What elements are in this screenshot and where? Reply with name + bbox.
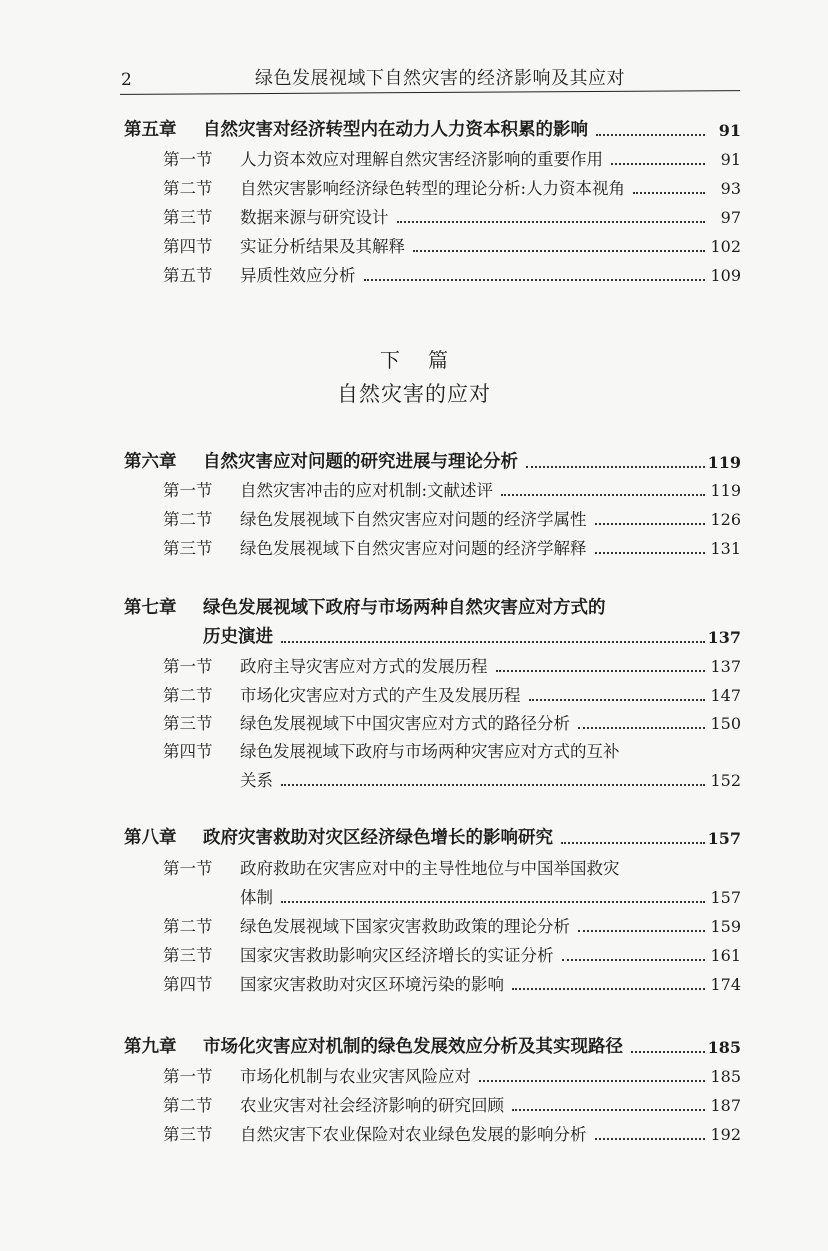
section-entry xyxy=(0,972,828,996)
section-entry xyxy=(0,1064,828,1088)
leader-dots xyxy=(281,784,705,786)
entry-label: 第三节 xyxy=(163,539,213,558)
entry-title: 市场化灾害应对方式的产生及发展历程 xyxy=(240,686,521,705)
entry-title: 政府主导灾害应对方式的发展历程 xyxy=(240,657,488,676)
section-entry xyxy=(0,507,828,531)
entry-label: 第四节 xyxy=(163,742,213,761)
leader-dots xyxy=(512,988,705,990)
chapter-entry xyxy=(0,826,828,850)
entry-page: 147 xyxy=(710,686,741,705)
entry-page: 161 xyxy=(710,946,741,965)
entry-page: 174 xyxy=(710,975,741,994)
entry-title: 自然灾害应对问题的研究进展与理论分析 xyxy=(203,452,518,472)
entry-page: 97 xyxy=(720,208,741,227)
entry-label: 第三节 xyxy=(163,1125,213,1144)
entry-title: 自然灾害影响经济绿色转型的理论分析:人力资本视角 xyxy=(240,179,626,198)
entry-label: 第九章 xyxy=(124,1037,177,1057)
entry-title: 市场化机制与农业灾害风险应对 xyxy=(240,1067,471,1086)
leader-dots xyxy=(512,1109,705,1111)
entry-page: 119 xyxy=(710,481,741,500)
chapter-entry xyxy=(0,450,828,474)
entry-page: 126 xyxy=(710,510,741,529)
entry-title: 市场化灾害应对机制的绿色发展效应分析及其实现路径 xyxy=(203,1037,623,1057)
entry-page: 150 xyxy=(710,714,741,733)
section-entry xyxy=(0,234,828,258)
leader-dots xyxy=(413,250,705,252)
section-entry xyxy=(0,711,828,735)
entry-continuation xyxy=(0,625,828,649)
entry-title: 绿色发展视域下政府与市场两种灾害应对方式的互补 xyxy=(240,742,620,761)
section-entry xyxy=(0,536,828,560)
entry-label: 第二节 xyxy=(163,510,213,529)
section-entry xyxy=(0,654,828,678)
entry-page: 152 xyxy=(710,771,741,790)
entry-title: 自然灾害冲击的应对机制:文献述评 xyxy=(240,481,494,500)
entry-continuation xyxy=(0,768,828,792)
section-entry xyxy=(0,739,828,763)
entry-page: 185 xyxy=(707,1038,741,1057)
entry-page: 137 xyxy=(710,657,741,676)
entry-page: 93 xyxy=(720,179,741,198)
entry-title: 绿色发展视域下自然灾害应对问题的经济学属性 xyxy=(240,510,587,529)
leader-dots xyxy=(529,699,705,701)
entry-page: 131 xyxy=(710,539,741,558)
entry-title: 绿色发展视域下中国灾害应对方式的路径分析 xyxy=(240,714,570,733)
entry-title: 异质性效应分析 xyxy=(240,266,356,285)
section-entry xyxy=(0,147,828,171)
leader-dots xyxy=(562,959,705,961)
entry-title-continuation: 体制 xyxy=(240,888,273,907)
section-entry xyxy=(0,205,828,229)
header-rule xyxy=(120,90,740,95)
entry-title: 政府救助在灾害应对中的主导性地位与中国举国救灾 xyxy=(240,859,620,878)
entry-title: 自然灾害对经济转型内在动力人力资本积累的影响 xyxy=(203,120,588,140)
section-entry xyxy=(0,683,828,707)
part-label: 下篇 xyxy=(380,348,476,372)
entry-title: 国家灾害救助影响灾区经济增长的实证分析 xyxy=(240,946,554,965)
entry-page: 137 xyxy=(707,628,741,647)
entry-continuation xyxy=(0,885,828,909)
entry-label: 第一节 xyxy=(163,657,213,676)
section-entry xyxy=(0,1122,828,1146)
leader-dots xyxy=(596,134,705,136)
chapter-entry xyxy=(0,596,828,620)
entry-title: 人力资本效应对理解自然灾害经济影响的重要作用 xyxy=(240,150,603,169)
entry-page: 119 xyxy=(707,453,741,472)
section-entry xyxy=(0,943,828,967)
entry-label: 第五章 xyxy=(124,120,177,140)
entry-label: 第四节 xyxy=(163,975,213,994)
entry-label: 第一节 xyxy=(163,481,213,500)
section-entry xyxy=(0,1093,828,1117)
leader-dots xyxy=(578,930,705,932)
leader-dots xyxy=(496,670,705,672)
section-entry xyxy=(0,263,828,287)
entry-label: 第一节 xyxy=(163,1067,213,1086)
part-title: 自然灾害的应对 xyxy=(337,382,491,406)
leader-dots xyxy=(501,494,705,496)
chapter-entry xyxy=(0,118,828,142)
page-number: 2 xyxy=(121,70,132,90)
entry-label: 第一节 xyxy=(163,150,213,169)
section-entry xyxy=(0,856,828,880)
section-entry xyxy=(0,176,828,200)
leader-dots xyxy=(281,901,705,903)
entry-title: 实证分析结果及其解释 xyxy=(240,237,405,256)
leader-dots xyxy=(633,192,705,194)
entry-title-continuation: 历史演进 xyxy=(203,627,273,647)
entry-page: 187 xyxy=(710,1096,741,1115)
entry-title-continuation: 关系 xyxy=(240,771,273,790)
entry-title: 自然灾害下农业保险对农业绿色发展的影响分析 xyxy=(240,1125,587,1144)
entry-label: 第六章 xyxy=(124,452,177,472)
entry-label: 第二节 xyxy=(163,917,213,936)
entry-label: 第二节 xyxy=(163,686,213,705)
entry-page: 185 xyxy=(710,1067,741,1086)
leader-dots xyxy=(364,279,705,281)
entry-title: 绿色发展视域下自然灾害应对问题的经济学解释 xyxy=(240,539,587,558)
leader-dots xyxy=(631,1051,705,1053)
entry-page: 157 xyxy=(710,888,741,907)
entry-page: 192 xyxy=(710,1125,741,1144)
entry-label: 第四节 xyxy=(163,237,213,256)
entry-title: 农业灾害对社会经济影响的研究回顾 xyxy=(240,1096,504,1115)
leader-dots xyxy=(397,221,705,223)
entry-page: 157 xyxy=(707,829,741,848)
leader-dots xyxy=(479,1080,705,1082)
entry-label: 第三节 xyxy=(163,208,213,227)
entry-label: 第八章 xyxy=(124,828,177,848)
entry-label: 第三节 xyxy=(163,946,213,965)
leader-dots xyxy=(561,842,705,844)
section-entry xyxy=(0,914,828,938)
running-title: 绿色发展视域下自然灾害的经济影响及其应对 xyxy=(255,68,625,89)
entry-label: 第三节 xyxy=(163,714,213,733)
entry-page: 102 xyxy=(710,237,741,256)
entry-title: 绿色发展视域下国家灾害救助政策的理论分析 xyxy=(240,917,570,936)
chapter-entry xyxy=(0,1035,828,1059)
entry-page: 91 xyxy=(718,121,741,140)
entry-page: 91 xyxy=(720,150,741,169)
leader-dots xyxy=(611,163,705,165)
entry-label: 第二节 xyxy=(163,179,213,198)
leader-dots xyxy=(595,552,705,554)
leader-dots xyxy=(578,727,705,729)
entry-title: 国家灾害救助对灾区环境污染的影响 xyxy=(240,975,504,994)
leader-dots xyxy=(595,1138,705,1140)
entry-label: 第七章 xyxy=(124,598,177,618)
entry-page: 159 xyxy=(710,917,741,936)
leader-dots xyxy=(526,466,705,468)
leader-dots xyxy=(595,523,705,525)
entry-title: 数据来源与研究设计 xyxy=(240,208,389,227)
entry-label: 第五节 xyxy=(163,266,213,285)
leader-dots xyxy=(281,641,705,643)
entry-label: 第一节 xyxy=(163,859,213,878)
entry-title: 政府灾害救助对灾区经济绿色增长的影响研究 xyxy=(203,828,553,848)
entry-page: 109 xyxy=(710,266,741,285)
section-entry xyxy=(0,478,828,502)
entry-label: 第二节 xyxy=(163,1096,213,1115)
entry-title: 绿色发展视域下政府与市场两种自然灾害应对方式的 xyxy=(203,598,606,618)
